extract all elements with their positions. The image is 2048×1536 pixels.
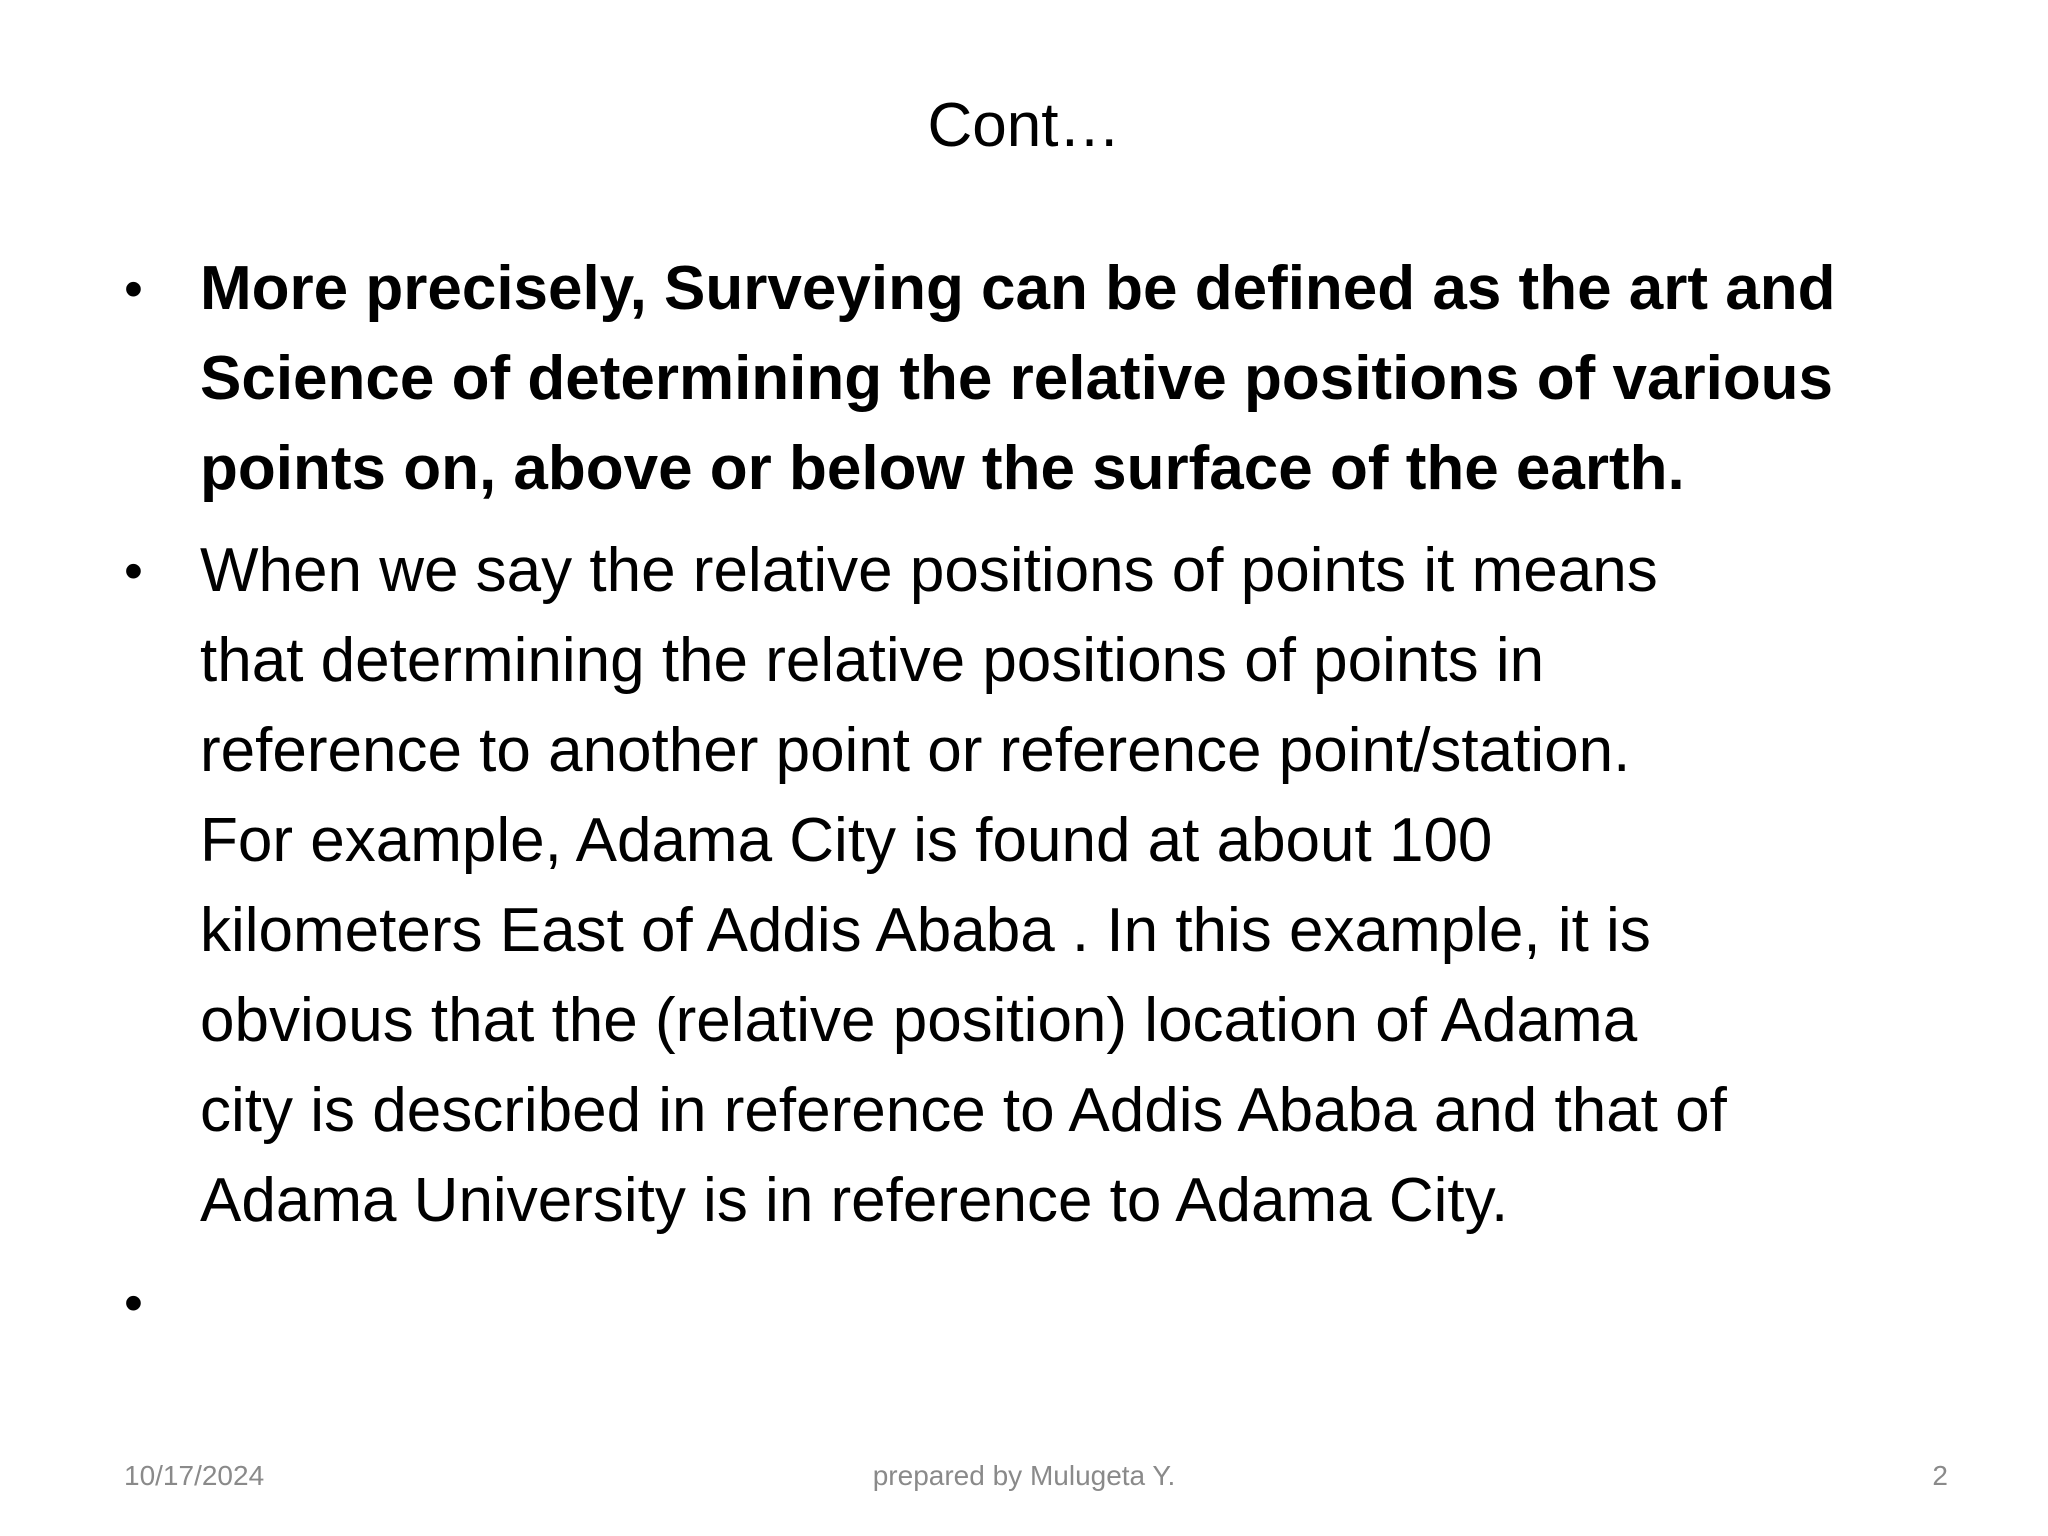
text-line: reference to another point or reference point/station. — [200, 716, 1631, 785]
footer-author: prepared by Mulugeta Y. — [872, 1460, 1176, 1491]
bullet-text — [200, 526, 1964, 1246]
bullet-list — [124, 244, 1964, 1333]
bullet-text — [200, 244, 1964, 514]
text-line: kilometers East of Addis Ababa . In this example, it is — [200, 896, 1651, 965]
text-line: that determining the relative positions of points in — [200, 626, 1545, 695]
text-line: obvious that the (relative position) location of Adama — [200, 986, 1638, 1055]
page-number: 2 — [1932, 1460, 1948, 1491]
text-line: Science of determining the relative positions of various — [200, 344, 1834, 413]
text-line: Adama University is in reference to Adama City. — [200, 1166, 1509, 1235]
bullet-dot: • — [124, 259, 143, 319]
bullet-definition — [124, 244, 1964, 514]
bullet-dot: • — [124, 1273, 143, 1333]
bullet-example — [124, 526, 1964, 1246]
text-line: More precisely, Surveying can be defined as the art and — [200, 254, 1836, 323]
footer-date: 10/17/2024 — [124, 1460, 265, 1491]
bullet-dot: • — [124, 541, 143, 601]
slide-title: Cont… — [927, 91, 1121, 160]
text-line: When we say the relative positions of points it means — [200, 536, 1658, 605]
text-line: For example, Adama City is found at about 100 — [200, 806, 1493, 875]
text-line: points on, above or below the surface of the earth. — [200, 434, 1685, 503]
text-line: city is described in reference to Addis Ababa and that of — [200, 1076, 1727, 1145]
